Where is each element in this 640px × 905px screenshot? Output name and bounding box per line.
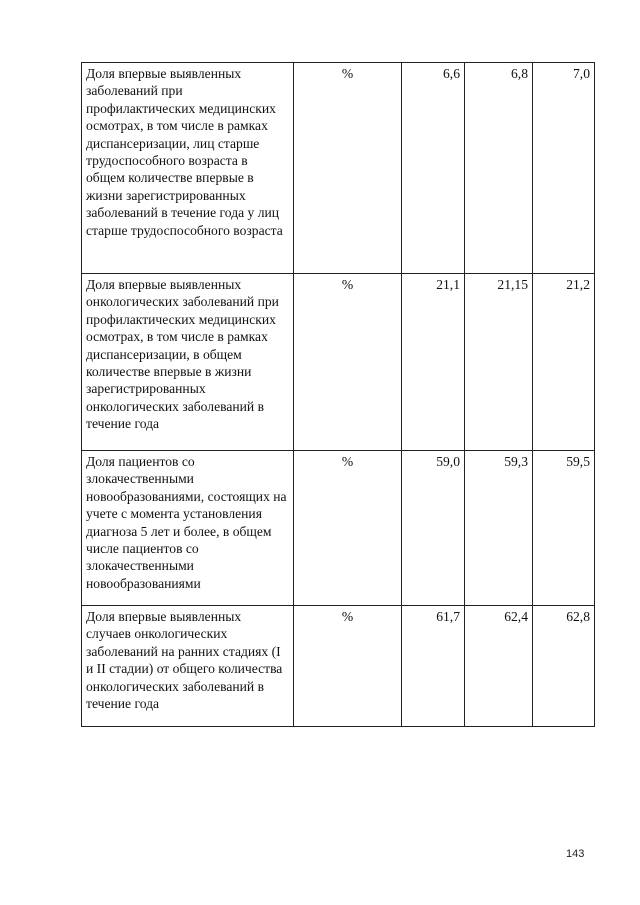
value-cell: 59,3 — [465, 451, 533, 606]
unit-cell: % — [294, 274, 402, 451]
table-row — [82, 274, 595, 451]
value-cell: 7,0 — [533, 63, 595, 274]
indicator-name-cell: Доля впервые выявленных заболеваний при профилактических медицинских осмотрах, в том числе в рамках диспансеризации, лиц старше трудоспособного возраста в общем количестве впервые в жизни зарегистрированных заболеваний в течение года у лиц старше трудоспособного возраста — [82, 63, 294, 274]
page-number: 143 — [566, 848, 585, 860]
value-cell: 21,2 — [533, 274, 595, 451]
value-cell: 62,8 — [533, 606, 595, 727]
indicator-name-cell: Доля впервые выявленных онкологических заболеваний при профилактических медицинских осмотрах, в том числе в рамках диспансеризации, в общем количестве впервые в жизни зарегистрированных онкологических заболеваний в течение года — [82, 274, 294, 451]
unit-cell: % — [294, 63, 402, 274]
value-cell: 6,8 — [465, 63, 533, 274]
value-cell: 61,7 — [402, 606, 465, 727]
table-row — [82, 451, 595, 606]
value-cell: 6,6 — [402, 63, 465, 274]
indicator-name-cell: Доля впервые выявленных случаев онкологических заболеваний на ранних стадиях (I и II стадии) от общего количества онкологических заболеваний в течение года — [82, 606, 294, 727]
value-cell: 59,5 — [533, 451, 595, 606]
value-cell: 59,0 — [402, 451, 465, 606]
value-cell: 21,15 — [465, 274, 533, 451]
table-row — [82, 606, 595, 727]
unit-cell: % — [294, 606, 402, 727]
value-cell: 21,1 — [402, 274, 465, 451]
unit-cell: % — [294, 451, 402, 606]
indicator-name-cell: Доля пациентов со злокачественными новообразованиями, состоящих на учете с момента установления диагноза 5 лет и более, в общем числе пациентов со злокачественными новообразованиями — [82, 451, 294, 606]
table-row — [82, 63, 595, 274]
value-cell: 62,4 — [465, 606, 533, 727]
indicators-table — [81, 62, 595, 727]
